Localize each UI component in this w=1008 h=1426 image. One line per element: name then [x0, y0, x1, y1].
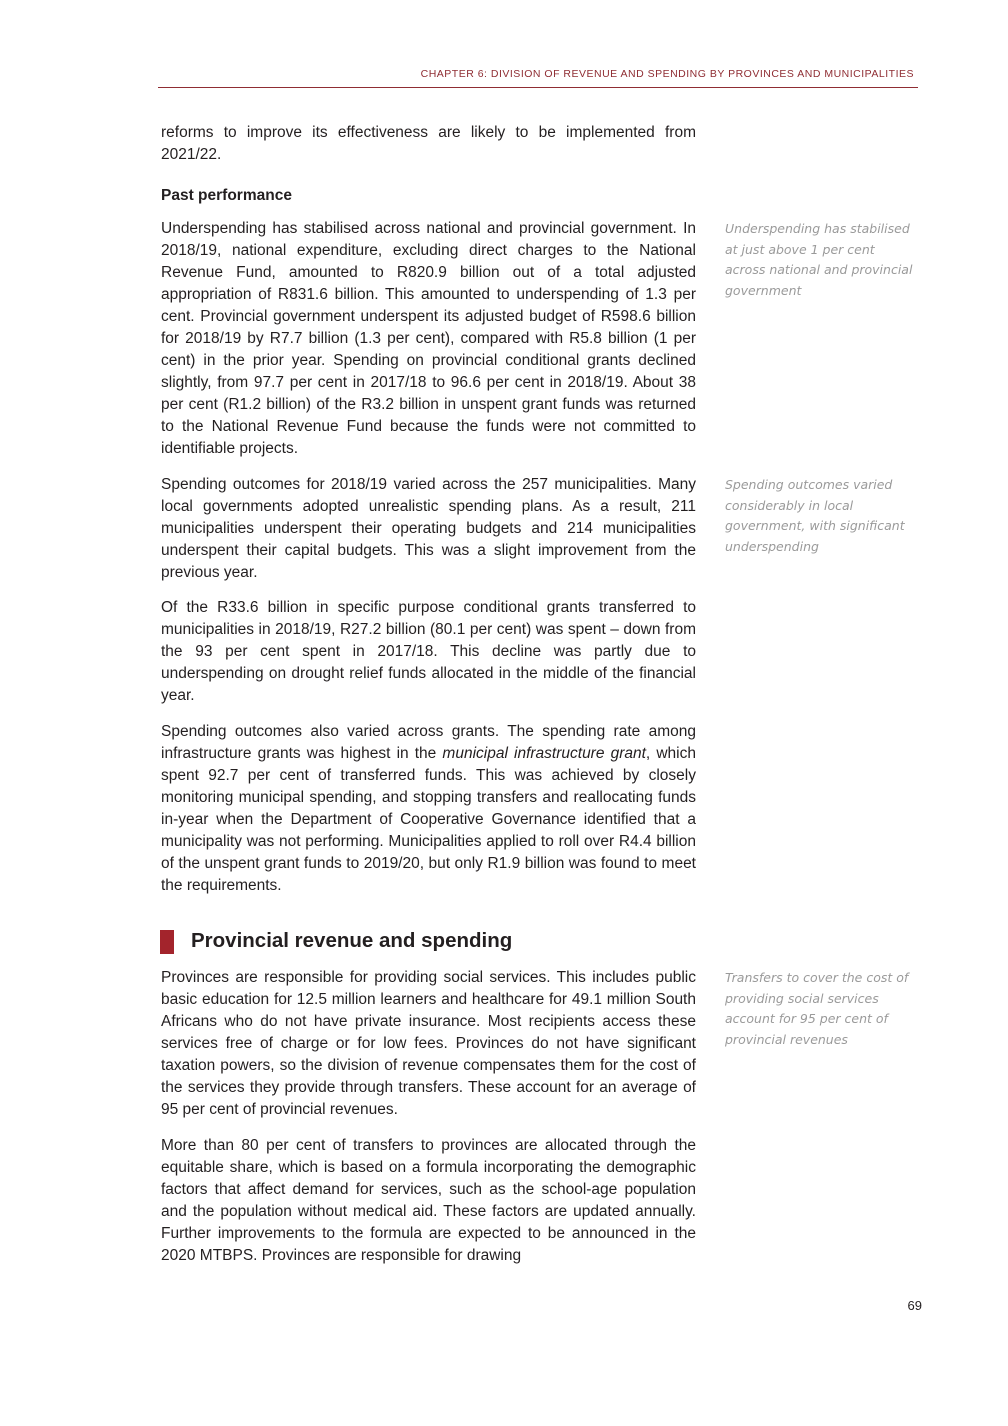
text-run: Spending outcomes also varied across grants. The spending rate among infrastructure grants was highest in the — [161, 723, 696, 762]
header-rule — [158, 87, 918, 88]
past-performance-para-4-block — [161, 721, 696, 897]
body-paragraph: Underspending has stabilised across national and provincial government. In 2018/19, national expenditure, excluding direct charges to the National Revenue Fund, amounted to R820.9 billion out of a total adjusted appropriation of R831.6 billion. This amounted to underspending of 1.3 per cent. Provincial government underspent its adjusted budget of R598.6 billion for 2018/19 by R7.7 billion (1.3 per cent), compared with R5.8 billion (1 per cent) in the prior year. Spending on provincial conditional grants declined slightly, from 97.7 per cent in 2017/18 to 96.6 per cent in 2018/19. About 38 per cent (R1.2 billion) of the R3.2 billion in unspent grant funds was returned to the National Revenue Fund because the funds were not committed to identifiable projects. — [161, 220, 696, 457]
body-paragraph: More than 80 per cent of transfers to provinces are allocated through the equitable share, which is based on a formula incorporating the demographic factors that affect demand for services, such as the school-age population and the population without medical aid. These factors are updated annually. Further improvements to the formula are expected to be announced in the 2020 MTBPS. Provinces are responsible for drawing — [161, 1137, 696, 1264]
grant-name-italic: municipal infrastructure grant — [442, 745, 646, 762]
body-paragraph: Spending outcomes for 2018/19 varied across the 257 municipalities. Many local governments adopted unrealistic spending plans. As a result, 211 municipalities underspent their operating budgets and 214 municipalities underspent their capital budgets. This was a slight improvement from the previous year. — [161, 476, 696, 581]
provincial-para-2-block — [161, 1135, 696, 1267]
intro-paragraph: reforms to improve its effectiveness are likely to be implemented from 2021/22. — [161, 124, 696, 163]
past-performance-para-2-block — [161, 474, 696, 584]
past-performance-heading: Past performance — [161, 187, 292, 204]
provincial-para-1-block — [161, 967, 696, 1121]
body-paragraph: Provinces are responsible for providing social services. This includes public basic education for 12.5 million learners and healthcare for 49.1 million South Africans who do not have private insurance. Most recipients access these services free of charge or for low fees. Provinces do not have significant taxation powers, so the division of revenue compensates them for the cost of the services they provide through transfers. These account for an average of 95 per cent of provincial revenues. — [161, 969, 696, 1118]
text-run: , which spent 92.7 per cent of transferred funds. This was achieved by closely monitoring municipal spending, and stopping transfers and reallocating funds in-year when the Department of Cooperative Governance identified that a municipality was not performing. Municipalities applied to roll over R4.4 billion of the unspent grant funds to 2019/20, but only R1.9 billion was found to meet the requirements. — [161, 745, 696, 894]
side-note-local-government: Spending outcomes varied considerably in local government, with significant underspending — [725, 477, 905, 554]
running-header: CHAPTER 6: DIVISION OF REVENUE AND SPENDING BY PROVINCES AND MUNICIPALITIES — [420, 68, 914, 80]
intro-block — [161, 122, 696, 166]
section-title: Provincial revenue and spending — [191, 929, 513, 952]
section-marker — [160, 930, 174, 954]
body-paragraph: Of the R33.6 billion in specific purpose conditional grants transferred to municipalities in 2018/19, R27.2 billion (80.1 per cent) was spent – down from the 93 per cent spent in 2017/18. This decline was partly due to underspending on drought relief funds allocated in the middle of the financial year. — [161, 599, 696, 704]
page-number: 69 — [907, 1298, 922, 1313]
past-performance-para-3-block — [161, 597, 696, 707]
side-note-transfers: Transfers to cover the cost of providing social services account for 95 per cent of provincial revenues — [725, 970, 909, 1047]
past-performance-para-1-block — [161, 218, 696, 460]
side-note-underspending: Underspending has stabilised at just above 1 per cent across national and provincial government — [725, 221, 913, 298]
body-paragraph — [161, 721, 696, 897]
